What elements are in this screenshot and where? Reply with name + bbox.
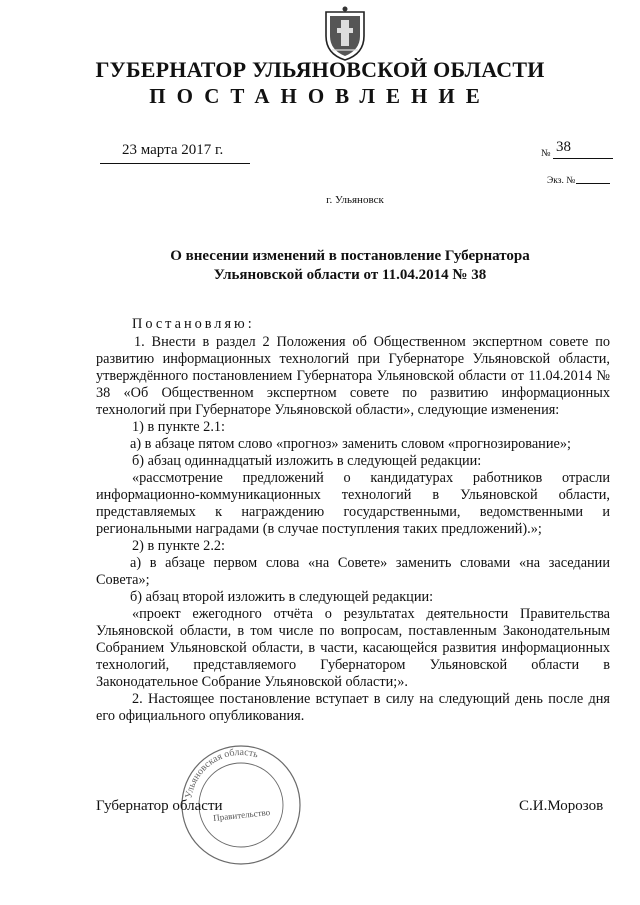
subitem-1: 1) в пункте 2.1: xyxy=(132,419,226,435)
svg-text:Правительство: Правительство xyxy=(212,807,271,823)
resolve-word: Постановляю: xyxy=(132,316,255,332)
quote-2: «проект ежегодного отчёта о результатах деятельности Правительства Ульяновской области, в том числе по вопросам, поставленным Законодательным Собранием Ульяновской области, в части, касающейся развития информационных технологий, представляемого Губернатором Ульяновской области в Законодательное Собрание Ульяновской области;». xyxy=(96,606,610,690)
document-subject xyxy=(130,247,570,285)
quote-1: «рассмотрение предложений о кандидатурах работников отрасли информационно-коммуникационных технологий в Ульяновской области, представляемых к награждению государственными, ведомственными и региональными наградами (в случае поступления таких предложений).»; xyxy=(96,470,610,537)
number-underline xyxy=(553,158,613,159)
subitem-1b: б) абзац одиннадцатый изложить в следующей редакции: xyxy=(132,453,482,469)
document-number: 38 xyxy=(556,139,571,155)
issue-city: г. Ульяновск xyxy=(326,194,384,206)
copy-number-row xyxy=(547,176,610,186)
signatory-name: С.И.Морозов xyxy=(519,798,604,814)
subitem-1a: а) в абзаце пятом слово «прогноз» заменить словом «прогнозирование»; xyxy=(130,436,571,452)
document-type: ПОСТАНОВЛЕНИЕ xyxy=(149,84,491,108)
date-underline xyxy=(100,163,250,164)
document-date: 23 марта 2017 г. xyxy=(122,142,224,158)
subitem-2b: б) абзац второй изложить в следующей редакции: xyxy=(130,589,434,605)
copy-label: Экз. № xyxy=(547,176,576,186)
issuer-title: ГУБЕРНАТОР УЛЬЯНОВСКОЙ ОБЛАСТИ xyxy=(95,57,545,82)
svg-text:Ульяновская область: Ульяновская область xyxy=(183,746,260,800)
copy-underline xyxy=(576,183,610,184)
document-body xyxy=(96,316,610,725)
subitem-2: 2) в пункте 2.2: xyxy=(132,538,226,554)
subitem-2a: а) в абзаце первом слова «на Совете» заменить словами «на заседании Совета»; xyxy=(96,555,610,588)
subject-line: О внесении изменений в постановление Губернатора xyxy=(170,248,530,264)
subject-line: Ульяновской области от 11.04.2014 № 38 xyxy=(213,267,487,283)
number-label: № xyxy=(541,148,551,159)
signatory-position: Губернатор области xyxy=(96,798,223,814)
coat-of-arms-icon xyxy=(322,6,368,62)
paragraph-2: 2. Настоящее постановление вступает в силу на следующий день после дня его официального опубликования. xyxy=(96,691,610,724)
paragraph-1: 1. Внести в раздел 2 Положения об Общественном экспертном совете по развитию информационных технологий при Губернаторе Ульяновской области, утверждённого постановлением Губернатора Ульяновской области от 11.04.2014 № 38 «Об Общественном экспертном совете по развитию информационных технологий при Губернаторе Ульяновской области», следующие изменения: xyxy=(96,334,610,418)
